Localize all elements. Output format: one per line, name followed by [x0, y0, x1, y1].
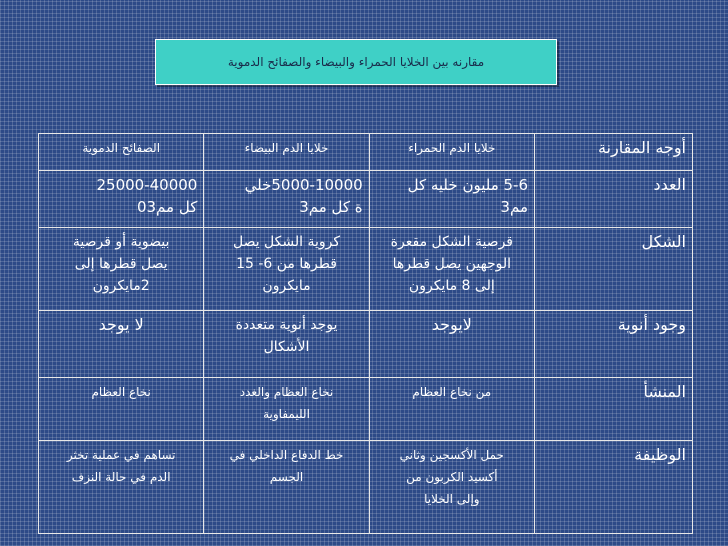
header-white-cells: خلايا الدم البيضاء	[204, 134, 369, 171]
table-row-nucleus	[39, 311, 693, 378]
cell-white-function: خط الدفاع الداخلي في الجسم	[204, 441, 369, 534]
table-row-shape	[39, 228, 693, 311]
row-label-count: العدد	[535, 171, 693, 228]
table-header-row	[39, 134, 693, 171]
cell-platelets-nucleus: لا يوجد	[39, 311, 204, 378]
slide-title: مقارنه بين الخلايا الحمراء والبيضاء والصفائح الدموية	[227, 55, 485, 69]
cell-white-shape: كروية الشكل يصل قطرها من 6- 15 مايكرون	[204, 228, 369, 311]
cell-platelets-shape: بيضوية أو قرصية يصل قطرها إلى 2مايكرون	[39, 228, 204, 311]
comparison-table	[38, 133, 693, 534]
table-row-count	[39, 171, 693, 228]
cell-red-count: 5-6 مليون خليه كل مم3	[369, 171, 534, 228]
header-platelets: الصفائح الدموية	[39, 134, 204, 171]
cell-white-nucleus: يوجد أنوية متعددة الأشكال	[204, 311, 369, 378]
cell-white-origin: نخاع العظام والغدد الليمفاوية	[204, 378, 369, 441]
table-row-function	[39, 441, 693, 534]
row-label-nucleus: وجود أنوية	[535, 311, 693, 378]
cell-red-origin: من نخاع العظام	[369, 378, 534, 441]
header-red-cells: خلايا الدم الحمراء	[369, 134, 534, 171]
cell-platelets-count: 25000-40000 كل مم03	[39, 171, 204, 228]
cell-red-function: حمل الأكسجين وثاني أكسيد الكربون من وإلى الخلايا	[369, 441, 534, 534]
slide-title-box	[155, 39, 557, 85]
header-comparison-aspects: أوجه المقارنة	[535, 134, 693, 171]
cell-red-shape: قرصية الشكل مقعرة الوجهين يصل قطرها إلى 8 مايكرون	[369, 228, 534, 311]
cell-platelets-function: تساهم في عملية تخثر الدم في حالة النزف	[39, 441, 204, 534]
row-label-function: الوظيفة	[535, 441, 693, 534]
table-row-origin	[39, 378, 693, 441]
row-label-origin: المنشأ	[535, 378, 693, 441]
row-label-shape: الشكل	[535, 228, 693, 311]
cell-white-count: 5000-10000خلي ة كل مم3	[204, 171, 369, 228]
cell-platelets-origin: نخاع العظام	[39, 378, 204, 441]
cell-red-nucleus: لايوجد	[369, 311, 534, 378]
